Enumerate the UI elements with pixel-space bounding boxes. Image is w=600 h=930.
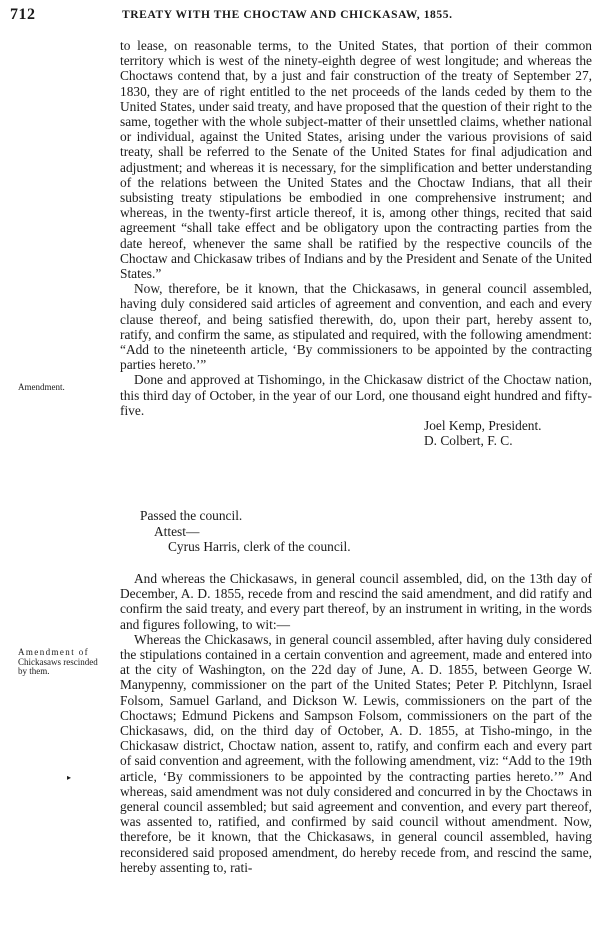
running-head: TREATY WITH THE CHOCTAW AND CHICKASAW, 1855. (122, 9, 453, 21)
margin-note-line: Amendment of (18, 647, 90, 657)
passed-council: Passed the council. (140, 508, 243, 523)
clerk-signature: Cyrus Harris, clerk of the council. (168, 539, 351, 555)
treaty-body-section-1 (120, 38, 592, 448)
paragraph-and-whereas: And whereas the Chickasaws, in general council assembled, did, on the 13th day of December, A. D. 1855, recede from and rescind the said amendment, and did ratify and confirm the said treaty, and every part thereof, by an instrument in writing, in the words and figures following, to wit:— (120, 571, 592, 632)
margin-note-amendment-rescinded (18, 648, 123, 677)
margin-note-line: Chickasaws rescinded (18, 656, 98, 667)
margin-bullet-mark: ▸ (67, 773, 72, 782)
page-header (10, 6, 592, 28)
attest-label: Attest— (154, 523, 200, 539)
paragraph-done-approved: Done and approved at Tishomingo, in the Chickasaw district of the Choctaw nation, this third day of October, in the year of our Lord, one thousand eight hundred and fifty-five. (120, 372, 592, 418)
margin-note-line: by them. (18, 666, 50, 676)
paragraph-now-therefore: Now, therefore, be it known, that the Chickasaws, in general council assembled, having duly considered said articles of agreement and convention, and each and every clause thereof, and being satisfied therewith, do, upon their part, hereby assent to, ratify, and confirm the same, as stipulated and required, with the following amendment: “Add to the nineteenth article, ‘By commissioners to be appointed by the contracting parties hereto.’” (120, 281, 592, 373)
council-attestation (140, 508, 351, 555)
signature-d-colbert: D. Colbert, F. C. (424, 433, 513, 449)
signature-joel-kemp: Joel Kemp, President. (424, 418, 542, 434)
page-number: 712 (10, 6, 36, 23)
treaty-body-section-2 (120, 571, 592, 875)
margin-note-amendment: Amendment. (18, 382, 65, 392)
paragraph-whereas-chickasaws: Whereas the Chickasaws, in general council assembled, after having duly considered the stipulations contained in a certain convention and agreement, made and entered into at the city of Washington, on the 22d day of June, A. D. 1855, between George W. Manypenny, commissioner on the part of the United States; Peter P. Pitchlynn, Israel Folsom, Samuel Garland, and Dickson W. Lewis, commissioners on the part of the Choctaws; Edmund Pickens and Sampson Folsom, commissioners on the part of the Chickasaws, did, on the third day of October, A. D. 1855, at Tisho-mingo, in the Chickasaw district, Choctaw nation, assent to, ratify, and confirm each and every part of said convention and agreement, with the following amendment, viz: “Add to the 19th article, ‘By commissioners to be appointed by the contracting parties hereto.’” And whereas, said amendment was not duly considered and concurred in by the Choctaws in general council assembled; but said agreement and convention, and every part thereof, was assented to, ratified, and confirmed by said council without amendment. Now, therefore, be it known, that the Chickasaws, in general council assembled, having reconsidered said proposed amendment, do hereby recede from, and rescind the same, hereby assenting to, rati- (120, 631, 592, 875)
paragraph-lease: to lease, on reasonable terms, to the United States, that portion of their common territory which is west of the ninety-eighth degree of west longitude; and whereas the Choctaws contend that, by a just and fair construction of the treaty of September 27, 1830, they are of right entitled to the net proceeds of the lands ceded by them to the United States, under said treaty, and have proposed that the question of their right to the same, together with the whole subject-matter of their unsettled claims, whether national or individual, against the United States, arising under the various provisions of said treaty, shall be referred to the Senate of the United States for final adjudication and adjustment; and whereas it is necessary, for the simplification and better understanding of the relations between the United States and the Choctaw Indians, that all their subsisting treaty stipulations be embodied in one comprehensive instrument; and whereas, in the twenty-first article thereof, it is, among other things, recited that said agreement “shall take effect and be obligatory upon the contracting parties from the date hereof, whenever the same shall be ratified by the respective councils of the Choctaw and Chickasaw tribes of Indians and by the President and Senate of the United States.” (120, 38, 592, 282)
